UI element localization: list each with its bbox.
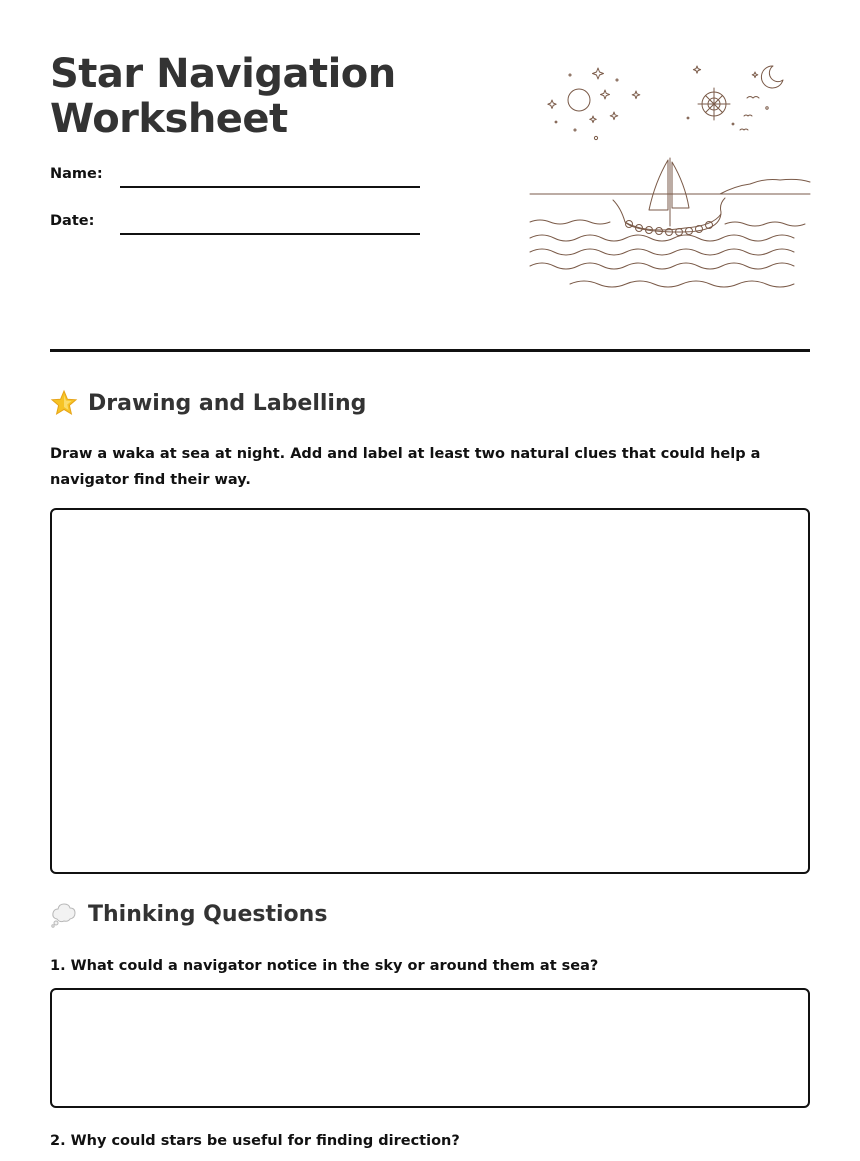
name-label: Name: <box>50 166 103 182</box>
header-divider <box>50 349 810 352</box>
drawing-box[interactable] <box>50 508 810 874</box>
full-moon-icon <box>568 89 590 111</box>
questions-section-title-text: Thinking Questions <box>88 901 328 927</box>
crescent-moon-icon <box>761 66 783 88</box>
waka-night-sea-icon <box>525 58 815 298</box>
page-title <box>50 52 396 142</box>
star-emoji-icon <box>50 389 78 417</box>
date-label: Date: <box>50 213 95 229</box>
drawing-section-title <box>50 389 366 417</box>
drawing-section-title-text: Drawing and Labelling <box>88 390 367 416</box>
drawing-instruction: Draw a waka at sea at night. Add and label at least two natural clues that could help a navigator find their way. <box>50 446 761 488</box>
thought-bubble-emoji-icon <box>50 900 78 928</box>
birds-icon <box>740 97 759 131</box>
question-2: 2. Why could stars be useful for finding direction? <box>50 1133 460 1149</box>
title-line-2: Worksheet <box>50 96 288 142</box>
questions-section-title <box>50 900 327 928</box>
date-field[interactable] <box>120 233 420 235</box>
title-line-1: Star Navigation <box>50 51 396 97</box>
name-field[interactable] <box>120 186 420 188</box>
waka-canoe-icon <box>613 158 725 236</box>
answer-box-1[interactable] <box>50 988 810 1108</box>
stars-icon <box>548 66 768 140</box>
question-1: 1. What could a navigator notice in the sky or around them at sea? <box>50 958 599 974</box>
compass-rose-icon <box>698 88 730 120</box>
distant-land-icon <box>720 179 810 194</box>
